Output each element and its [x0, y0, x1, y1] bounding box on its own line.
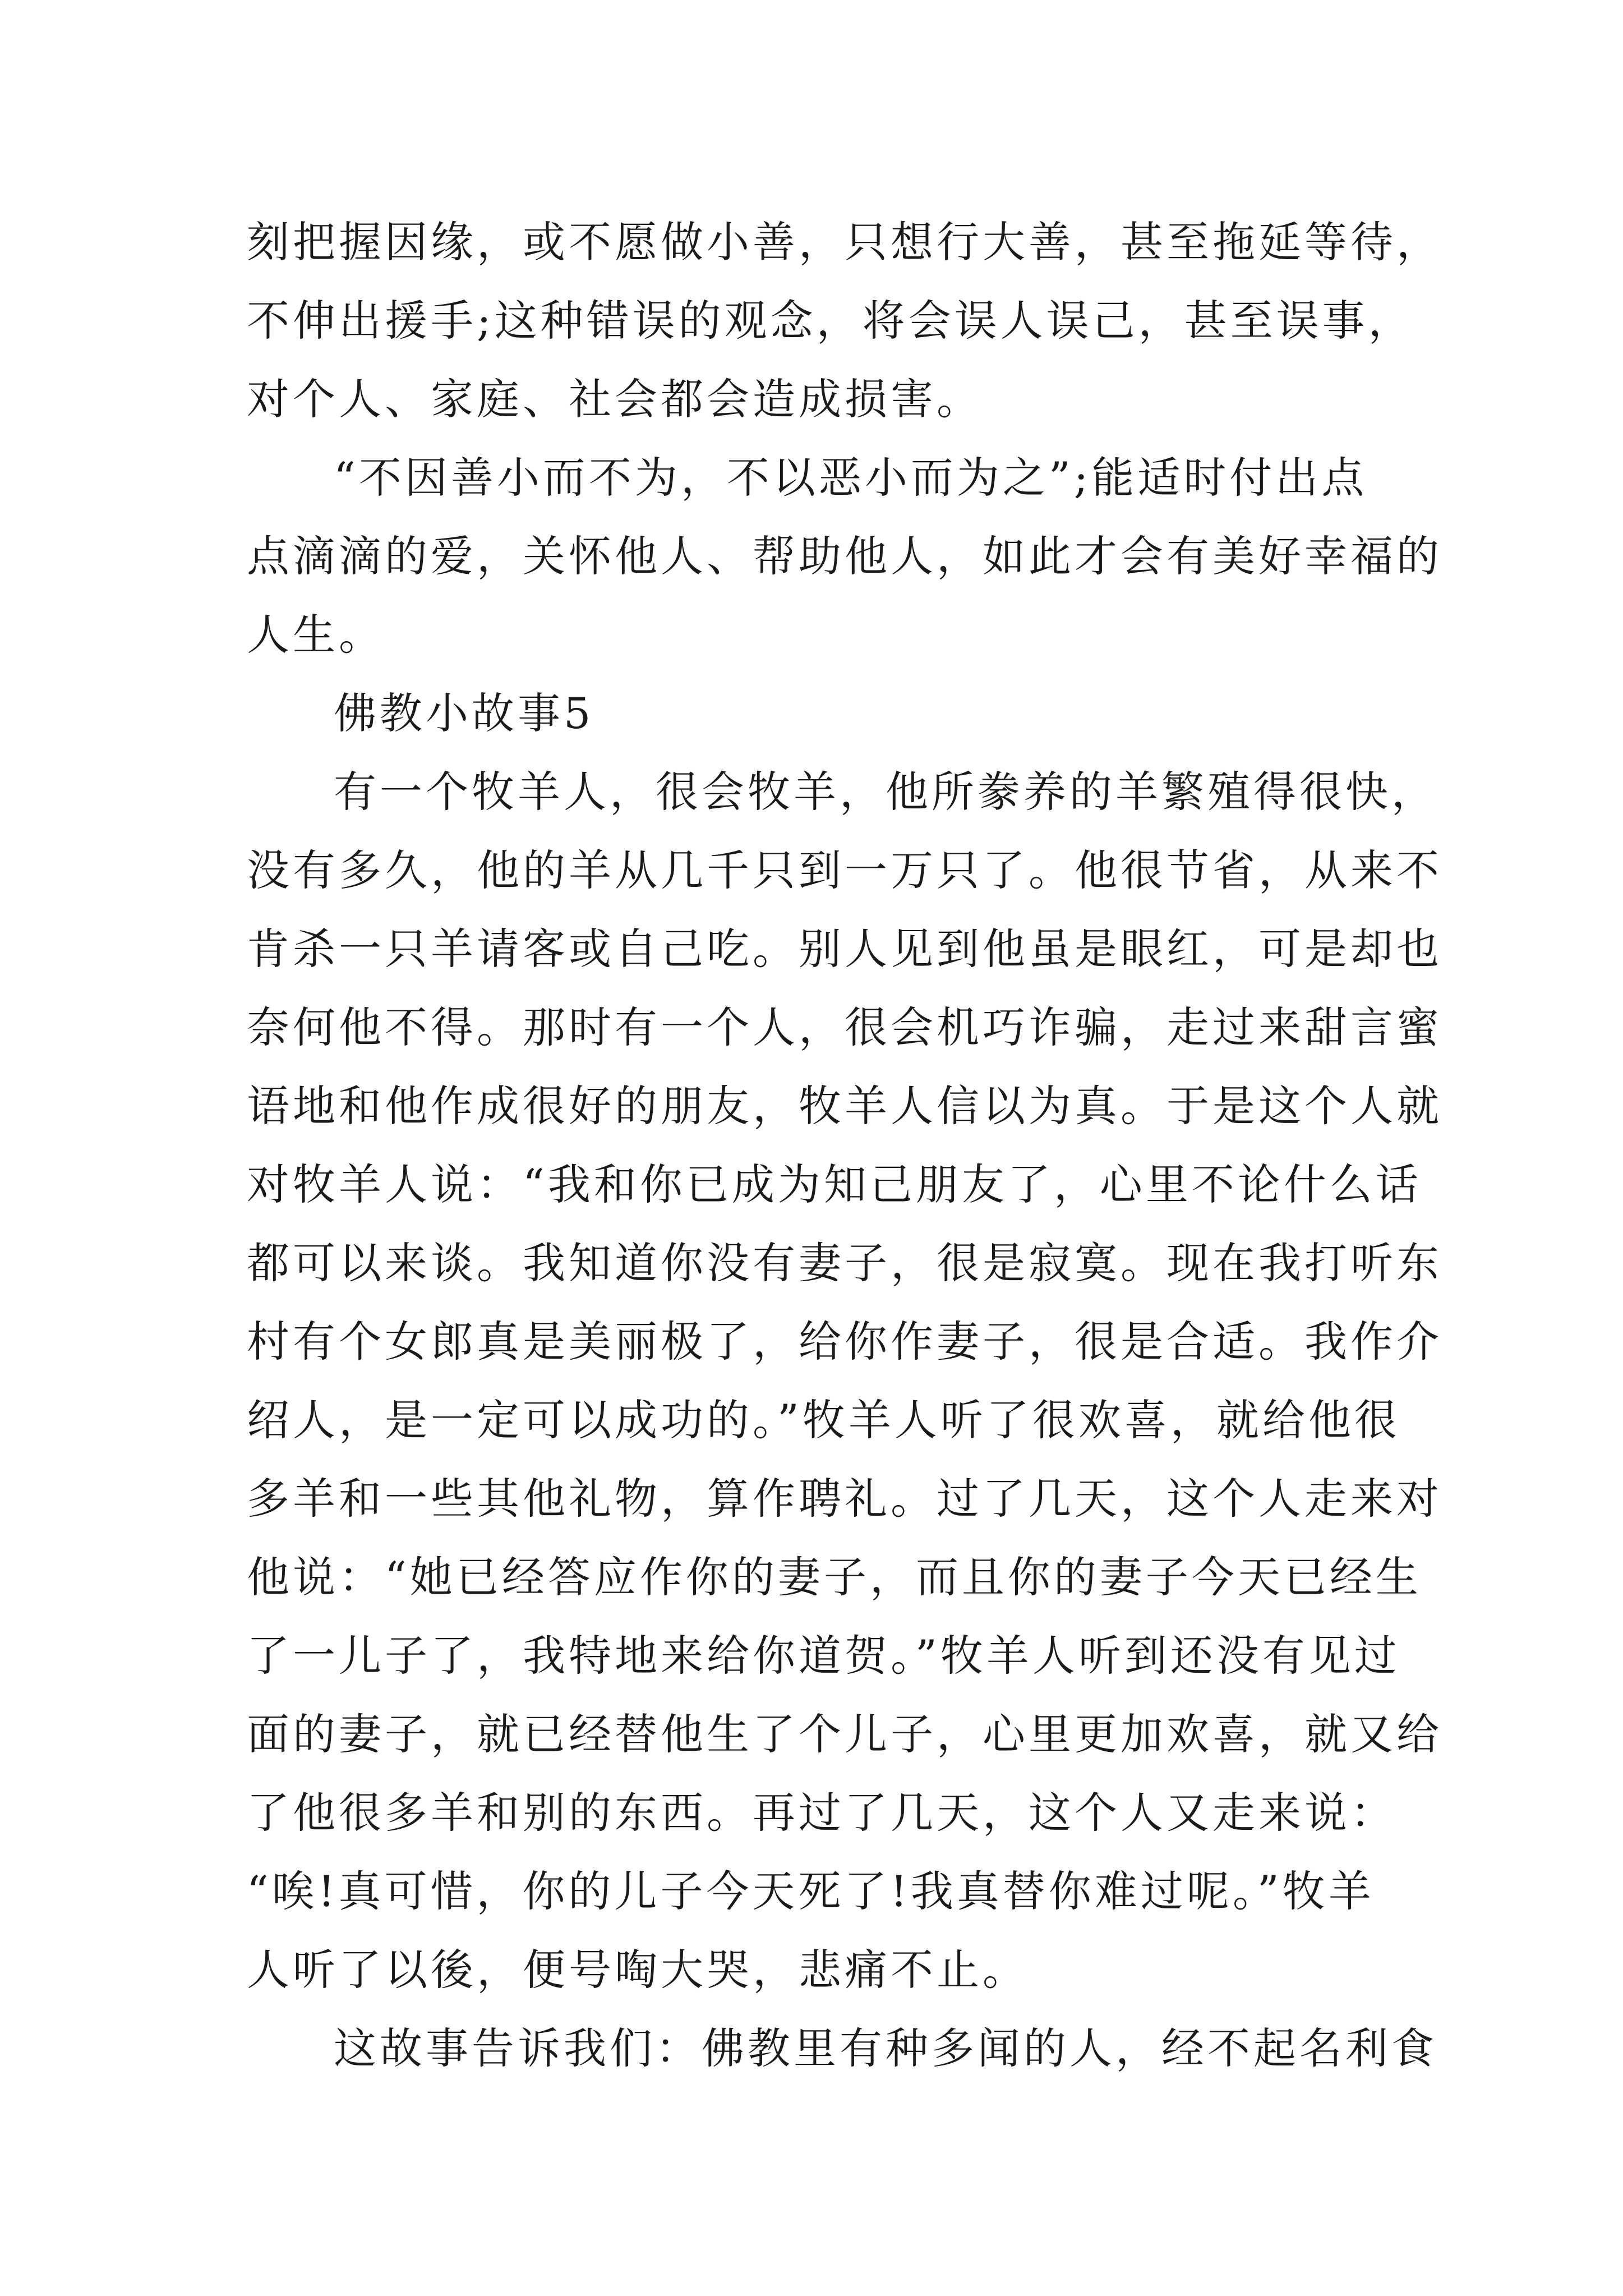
text-line: 没有多久，他的羊从几千只到一万只了。他很节省，从来不 [247, 845, 1442, 895]
text-line: 绍人，是一定可以成功的。”牧羊人听了很欢喜，就给他很 [247, 1395, 1400, 1445]
document-body [247, 203, 1442, 2088]
text-line: 对牧羊人说：“我和你已成为知己朋友了，心里不论什么话 [247, 1159, 1422, 1209]
text-line: 都可以来谈。我知道你没有妻子，很是寂寞。现在我打听东 [247, 1238, 1442, 1288]
text-line: 他说：“她已经答应作你的妻子，而且你的妻子今天已经生 [247, 1552, 1422, 1602]
text-line: 人听了以後，便号啕大哭，悲痛不止。 [247, 1945, 1029, 1995]
text-line: “不因善小而不为，不以恶小而为之”;能适时付出点 [334, 453, 1368, 503]
text-line: 有一个牧羊人，很会牧羊，他所豢养的羊繁殖得很快， [334, 767, 1437, 817]
text-line: 不伸出援手;这种错误的观念，将会误人误己，甚至误事， [247, 296, 1414, 346]
text-line: 这故事告诉我们：佛教里有种多闻的人，经不起名利食 [334, 2023, 1437, 2073]
text-line: 村有个女郎真是美丽极了，给你作妻子，很是合适。我作介 [247, 1317, 1442, 1366]
text-line: 了他很多羊和别的东西。再过了几天，这个人又走来说： [247, 1788, 1396, 1838]
text-line: 了一儿子了，我特地来给你道贺。”牧羊人听到还没有见过 [247, 1631, 1400, 1681]
text-line: 对个人、家庭、社会都会造成损害。 [247, 374, 983, 424]
text-line: 语地和他作成很好的朋友，牧羊人信以为真。于是这个人就 [247, 1081, 1442, 1131]
text-line: “唉!真可惜，你的儿子今天死了!我真替你难过呢。”牧羊 [247, 1866, 1375, 1916]
text-line: 点滴滴的爱，关怀他人、帮助他人，如此才会有美好幸福的 [247, 531, 1442, 581]
text-line: 肯杀一只羊请客或自己吃。别人见到他虽是眼红，可是却也 [247, 924, 1442, 974]
text-line: 佛教小故事5 [334, 688, 594, 738]
text-line: 人生。 [247, 610, 385, 660]
text-line: 刻把握因缘，或不愿做小善，只想行大善，甚至拖延等待， [247, 217, 1442, 267]
text-line: 多羊和一些其他礼物，算作聘礼。过了几天，这个人走来对 [247, 1474, 1442, 1524]
text-line: 面的妻子，就已经替他生了个儿子，心里更加欢喜，就又给 [247, 1709, 1442, 1759]
text-line: 奈何他不得。那时有一个人，很会机巧诈骗，走过来甜言蜜 [247, 1002, 1442, 1052]
